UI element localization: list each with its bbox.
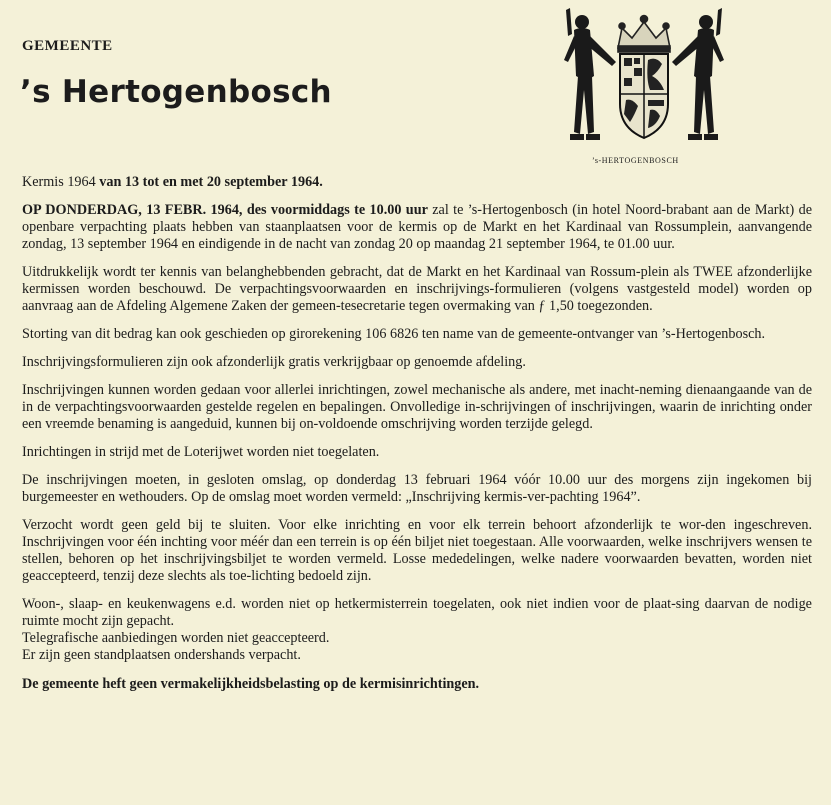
auction-date: OP DONDERDAG, 13 FEBR. 1964, des voormiddags te 10.00 uur (22, 202, 428, 218)
intro-dates: van 13 tot en met 20 september 1964. (99, 174, 323, 190)
auction-paragraph (22, 202, 812, 253)
intro-paragraph (22, 174, 812, 191)
crest-caption: ’s-HERTOGENBOSCH (592, 156, 679, 165)
envelope-paragraph: De inschrijvingen moeten, in gesloten omslag, op donderdag 13 februari 1964 vóór 10.00 uur des morgens zijn ingekomen bij burgemeester en wethouders. Op de omslag moet worden vermeld: „Inschrijving kermis-ver-pachting 1964”. (22, 472, 812, 505)
closing-statement: De gemeente heft geen vermakelijkheidsbelasting op de kermisinrichtingen. (22, 676, 480, 692)
telegram-line: Telegrafische aanbiedingen worden niet geaccepteerd. (22, 630, 330, 646)
auction-details: zal te ’s-Hertogenbosch (in hotel Noord-brabant aan de Markt) de openbare verpachting plaats hebben van staanplaatsen voor de kermis op de Markt en het Kardinaal van Rossumplein, aanvangende zondag, 13 september 1964 en eindigende in de nacht van zondag 20 op maandag 21 september 1964, te 01.00 uur. (22, 202, 812, 252)
rules-paragraph: Verzocht wordt geen geld bij te sluiten. Voor elke inrichting en voor elk terrein behoort afzonderlijk te wor-den ingeschreven. Inschrijvingen voor één inchting voor méér dan een terrein is op één biljet niet toegestaan. Alle voorwaarden, welke inschrijvers wensen te stellen, behoren op het inschrijvingsbiljet te worden vermeld. Losse mededelingen, welke nadere voorwaarden bevatten, worden niet geaccepteerd, tenzij deze slechts als toe-lichting bedoeld zijn. (22, 517, 812, 584)
intro-lead: Kermis 1964 (22, 174, 100, 190)
forms-paragraph: Inschrijvingsformulieren zijn ook afzonderlijk gratis verkrijgbaar op genoemde afdeling. (22, 354, 526, 370)
conditions-paragraph: Uitdrukkelijk wordt ter kennis van belanghebbenden gebracht, dat de Markt en het Kardinaal van Rossum-plein als TWEE afzonderlijke kermissen worden beschouwd. De verpachtingsvoorwaarden en inschrijvings-formulieren (volgens vastgesteld model) worden op aanvraag aan de Afdeling Algemene Zaken der gemeen-tesecretarie tegen overmaking van ƒ 1,50 toegezonden. (22, 264, 812, 314)
caravans-line: Woon-, slaap- en keukenwagens e.d. worden niet op hetkermisterrein toegelaten, ook niet indien voor de plaat-sing daarvan de nodige ruimte mocht zijn gepacht. (22, 596, 812, 629)
registration-paragraph: Inschrijvingen kunnen worden gedaan voor allerlei inrichtingen, zowel mechanische als andere, met inacht-neming dienaangaande van de in de verpachtingsvoorwaarden gestelde regelen en bepalingen. Onvolledige in-schrijvingen of inschrijvingen, waarin de inrichting onder een vreemde benaming is aangeduid, kunnen bij on-voldoende omschrijving worden terzijde gelegd. (22, 382, 812, 432)
header-city: ’s Hertogenbosch (20, 74, 332, 110)
payment-paragraph: Storting van dit bedrag kan ook geschieden op girorekening 106 6826 ten name van de gemeente-ontvanger van ’s-Hertogenbosch. (22, 326, 766, 342)
caravans-paragraph (22, 596, 812, 664)
coat-of-arms-icon (560, 6, 728, 146)
notice-body (22, 174, 812, 704)
header-gemeente: GEMEENTE (22, 38, 113, 54)
lottery-paragraph: Inrichtingen in strijd met de Loterijwet worden niet toegelaten. (22, 444, 380, 460)
no-private-line: Er zijn geen standplaatsen ondershands verpacht. (22, 647, 301, 663)
